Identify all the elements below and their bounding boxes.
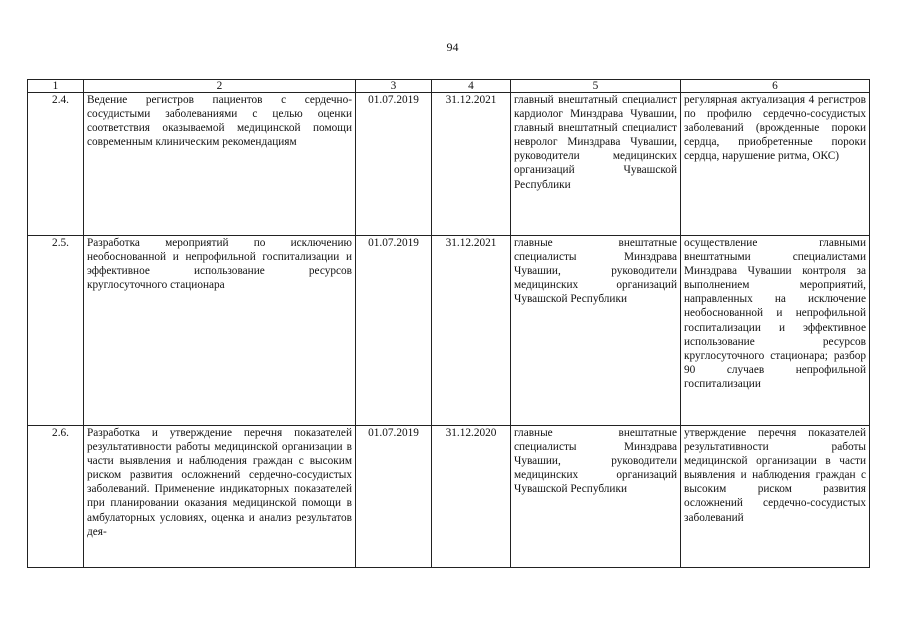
activity-cell: Разработка мероприятий по исключению необоснованной и непрофильной госпитализации и эффективное использование ресурсов круглосуточного стационара (84, 236, 356, 426)
end-date-cell: 31.12.2021 (432, 236, 511, 426)
end-date-cell: 31.12.2020 (432, 426, 511, 568)
result-cell: осуществление главными внештатными специалистами Минздрава Чувашии контроля за выполнением мероприятий, направленных на исключение необоснованной и непрофильной госпитализации и эффективное использование ресурсов круглосуточного стационара; разбор 90 случаев непрофильной госпитализации (681, 236, 870, 426)
activity-cell: Разработка и утверждение перечня показателей результативности работы медицинской организации в части выявления и наблюдения граждан с высоким риском развития осложнений сердечно-сосудистых заболеваний. Применение индикаторных показателей при планировании оказания медицинской помощи в амбулаторных условиях, оценка и анализ результатов дея- (84, 426, 356, 568)
column-header: 4 (432, 80, 511, 93)
start-date-cell: 01.07.2019 (356, 236, 432, 426)
result-cell: регулярная актуализация 4 регистров по профилю сердечно-сосудистых заболеваний (врожденные пороки сердца, приобретенные пороки сердца, нарушение ритма, ОКС) (681, 93, 870, 236)
column-header: 3 (356, 80, 432, 93)
end-date-cell: 31.12.2021 (432, 93, 511, 236)
column-header: 5 (511, 80, 681, 93)
start-date-cell: 01.07.2019 (356, 426, 432, 568)
plan-table (27, 79, 870, 568)
column-header: 1 (28, 80, 84, 93)
table-row (28, 236, 870, 426)
column-header: 2 (84, 80, 356, 93)
start-date-cell: 01.07.2019 (356, 93, 432, 236)
page-number: 94 (446, 40, 459, 54)
row-number: 2.4. (28, 93, 84, 236)
row-number: 2.5. (28, 236, 84, 426)
table-row (28, 93, 870, 236)
responsible-cell: главные внештатные специалисты Минздрава Чувашии, руководители медицинских организаций Чувашской Республики (511, 426, 681, 568)
responsible-cell: главный внештатный специалист кардиолог Минздрава Чувашии, главный внештатный специалист невролог Минздрава Чувашии, руководители медицинских организаций Чувашской Республики (511, 93, 681, 236)
row-number: 2.6. (28, 426, 84, 568)
responsible-cell: главные внештатные специалисты Минздрава Чувашии, руководители медицинских организаций Чувашской Республики (511, 236, 681, 426)
header-row (28, 80, 870, 93)
table-row (28, 426, 870, 568)
activity-cell: Ведение регистров пациентов с сердечно-сосудистыми заболеваниями с целью оценки соответствия оказываемой медицинской помощи современным клиническим рекомендациям (84, 93, 356, 236)
result-cell: утверждение перечня показателей результативности работы медицинской организации в части выявления и наблюдения граждан с высоким риском развития осложнений сердечно-сосудистых заболеваний (681, 426, 870, 568)
column-header: 6 (681, 80, 870, 93)
